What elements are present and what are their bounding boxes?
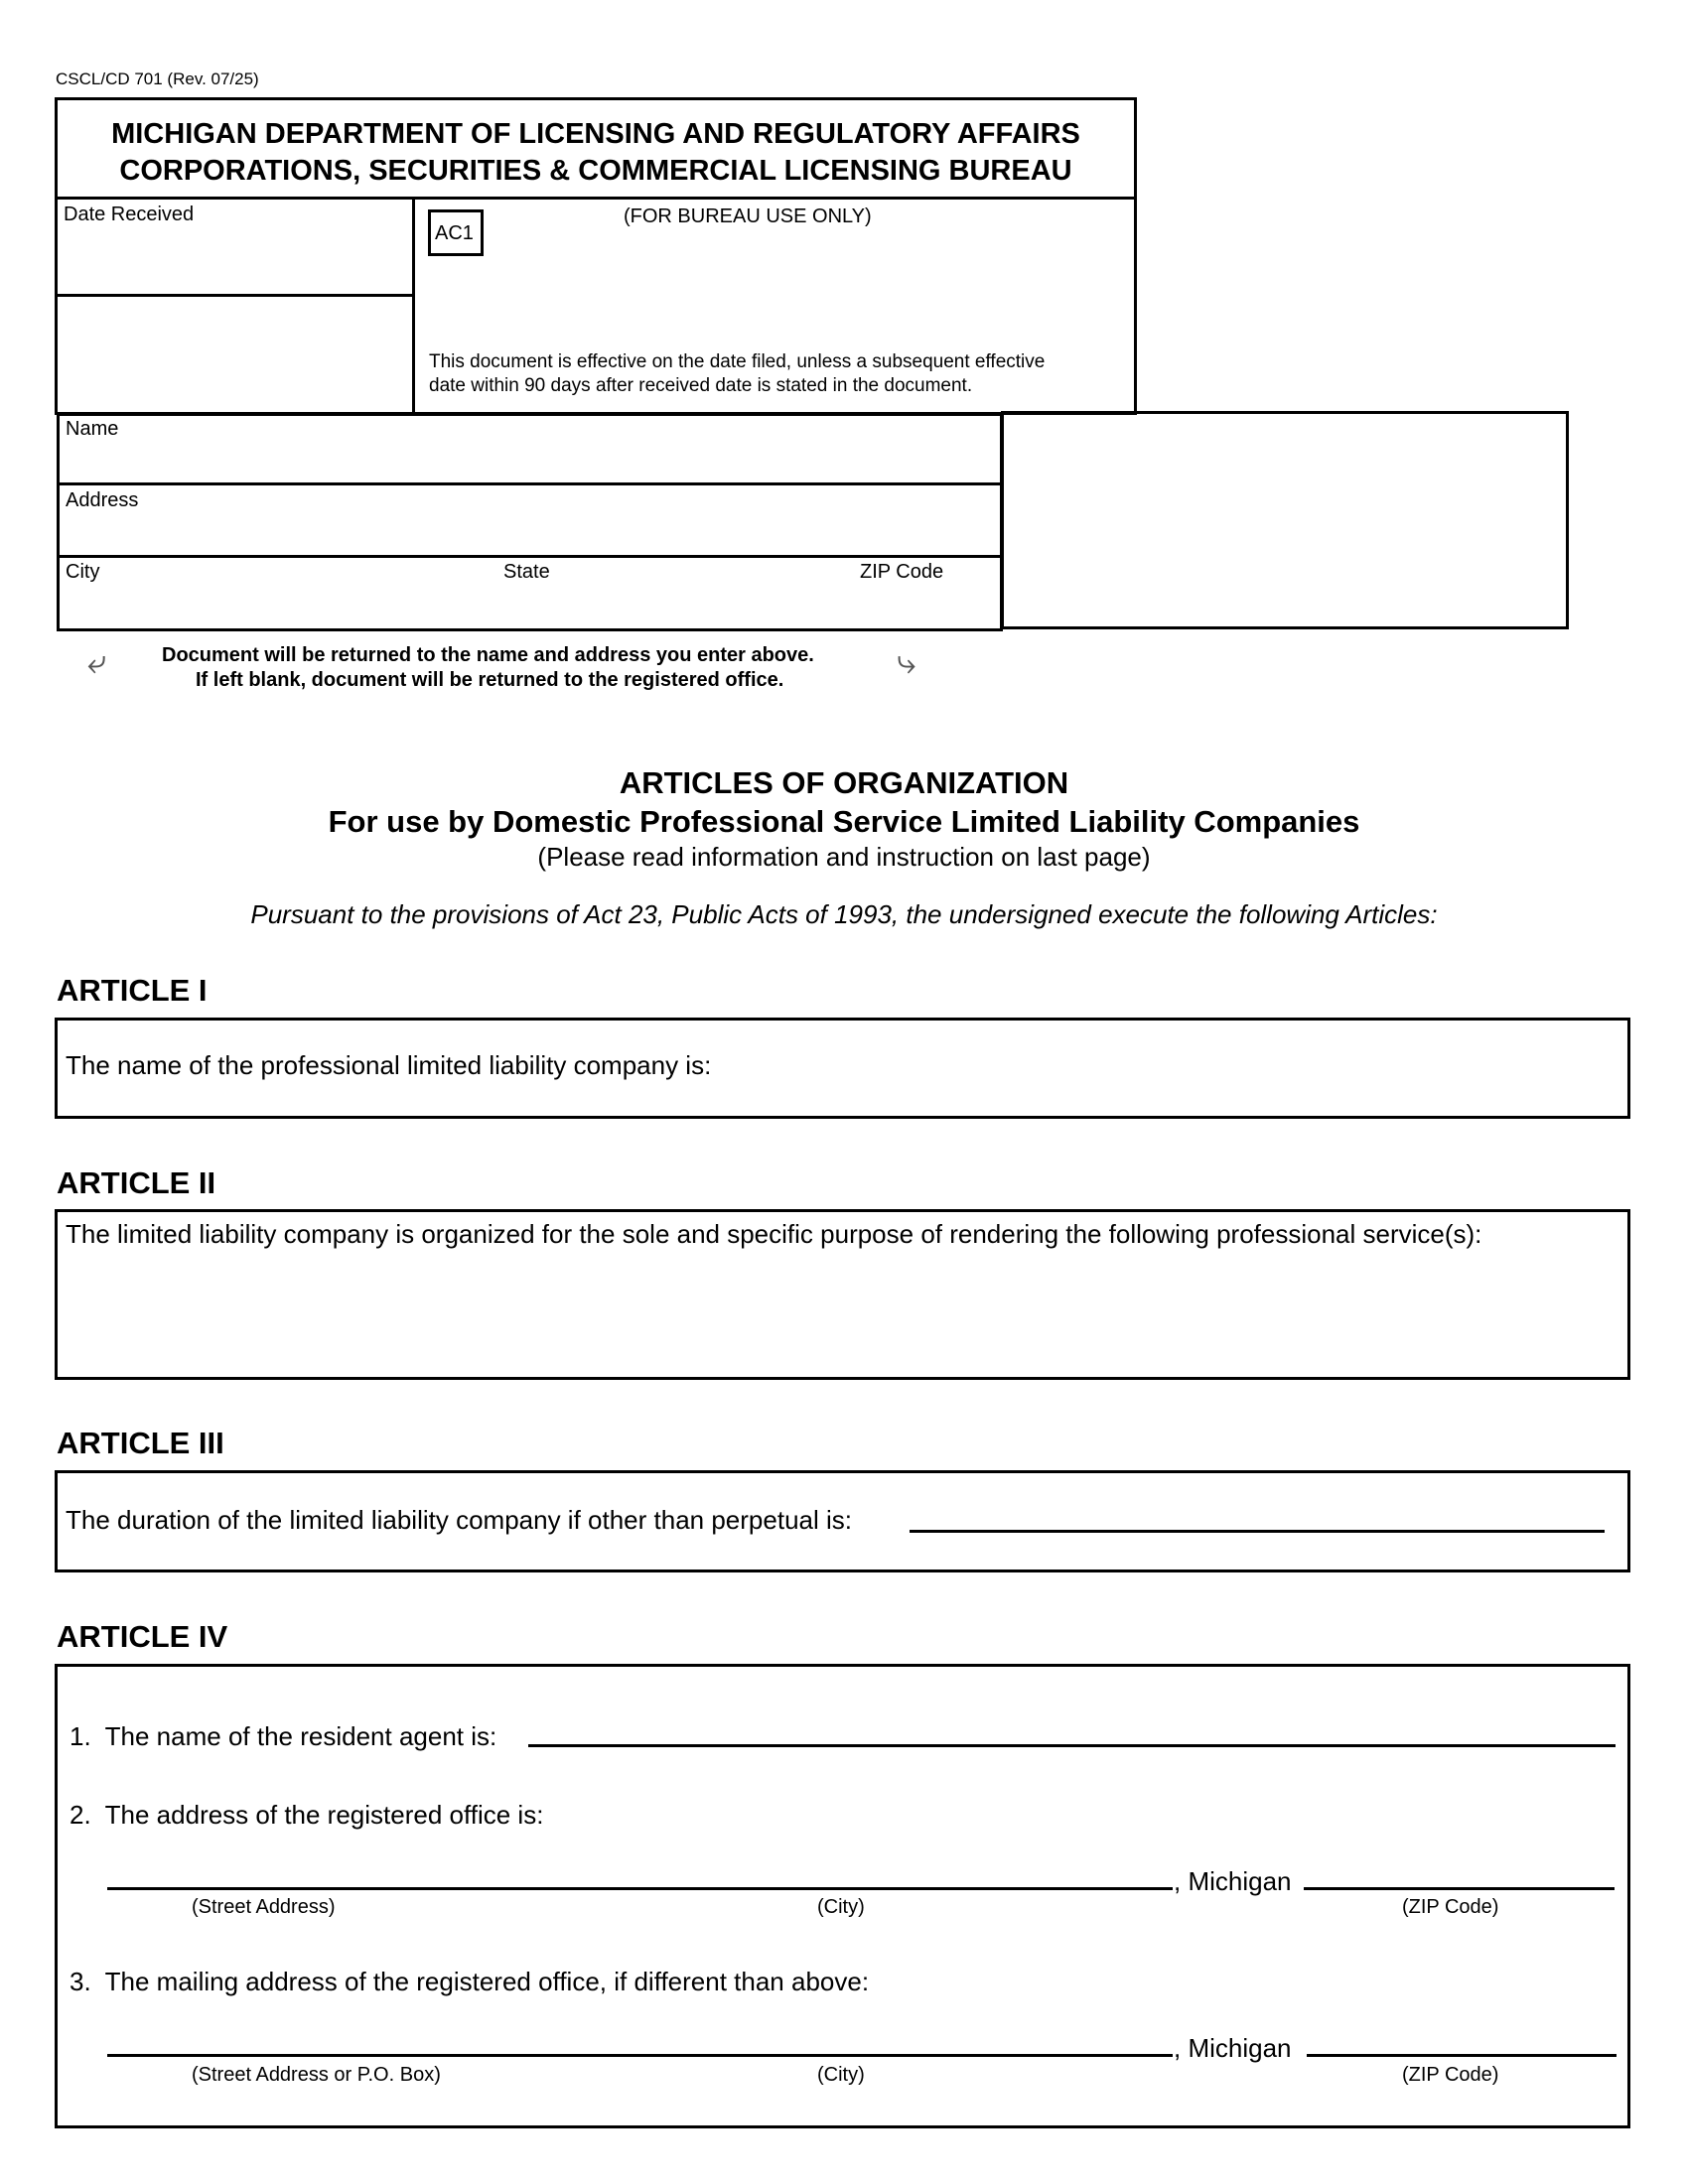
registered-office-label: 2. The address of the registered office is: [70, 1800, 544, 1830]
return-state-input[interactable] [501, 588, 819, 621]
zip-label: ZIP Code [860, 561, 944, 583]
duration-input[interactable] [914, 1497, 1599, 1529]
article-1-heading: ARTICLE I [57, 973, 208, 1008]
return-name-input[interactable] [64, 445, 987, 478]
resident-agent-label: 1. The name of the resident agent is: [70, 1721, 497, 1751]
form-id: CSCL/CD 701 (Rev. 07/25) [56, 69, 259, 88]
professional-services-input[interactable] [68, 1256, 1617, 1371]
return-city-input[interactable] [64, 588, 481, 621]
return-note-2: If left blank, document will be returned to the registered office. [196, 669, 784, 691]
article-2-heading: ARTICLE II [57, 1165, 216, 1200]
bureau-use-only: (FOR BUREAU USE ONLY) [624, 205, 872, 227]
instruction-note: (Please read information and instruction on last page) [537, 842, 1151, 872]
city-caption-2: (City) [817, 2064, 865, 2086]
agency-name: MICHIGAN DEPARTMENT OF LICENSING AND REGULATORY AFFAIRS [111, 118, 1080, 150]
address-label: Address [66, 489, 139, 511]
effective-note: This document is effective on the date filed, unless a subsequent effective [429, 351, 1046, 372]
resident-agent-input[interactable] [532, 1710, 1610, 1742]
return-zip-input[interactable] [858, 588, 992, 621]
form-subtitle: For use by Domestic Professional Service Limited Liability Companies [328, 804, 1360, 839]
bureau-name: CORPORATIONS, SECURITIES & COMMERCIAL LICENSING BUREAU [119, 155, 1072, 187]
return-note-1: Document will be returned to the name and address you enter above. [162, 644, 814, 666]
registered-zip-input[interactable] [1307, 1853, 1610, 1885]
article-4-heading: ARTICLE IV [57, 1619, 228, 1654]
company-name-input[interactable] [68, 1082, 1617, 1114]
article-1-text: The name of the professional limited liability company is: [66, 1050, 712, 1080]
article-4-box [55, 1664, 1630, 2128]
city-label: City [66, 561, 100, 583]
michigan-label-2: , Michigan [1174, 2033, 1292, 2063]
agency-header [55, 97, 1137, 200]
mailing-address-label: 3. The mailing address of the registered office, if different than above: [70, 1967, 870, 1996]
michigan-label: , Michigan [1174, 1866, 1292, 1896]
article-3-box [55, 1470, 1630, 1572]
registered-street-input[interactable] [109, 1853, 725, 1885]
zip-caption-2: (ZIP Code) [1402, 2064, 1499, 2086]
article-3-text: The duration of the limited liability company if other than perpetual is: [66, 1505, 852, 1535]
name-label: Name [66, 418, 119, 440]
registered-city-input[interactable] [743, 1853, 1160, 1885]
form-title: ARTICLES OF ORGANIZATION [619, 765, 1069, 800]
article-1-box [55, 1018, 1630, 1119]
effective-note-2: date within 90 days after received date is stated in the document. [429, 375, 973, 396]
mailing-zip-input[interactable] [1309, 2020, 1612, 2052]
curved-arrow-left-icon: ⤶ [87, 643, 107, 681]
pursuant-statement: Pursuant to the provisions of Act 23, Public Acts of 1993, the undersigned execute the following Articles: [250, 899, 1438, 929]
article-3-heading: ARTICLE III [57, 1426, 224, 1460]
zip-caption: (ZIP Code) [1402, 1896, 1499, 1918]
street-address-caption: (Street Address) [192, 1896, 336, 1918]
article-2-text: The limited liability company is organized for the sole and specific purpose of rendering the following professional service(s): [66, 1219, 1482, 1249]
date-received-label: Date Received [64, 204, 195, 225]
state-label: State [503, 561, 550, 583]
filer-box [1001, 411, 1569, 629]
return-address-input[interactable] [64, 516, 987, 550]
mailing-street-input[interactable] [109, 2020, 725, 2052]
city-caption: (City) [817, 1896, 865, 1918]
ac1-box: AC1 [428, 209, 484, 256]
curved-arrow-right-icon: ⤷ [897, 643, 916, 681]
article-2-box [55, 1209, 1630, 1380]
mailing-city-input[interactable] [743, 2020, 1160, 2052]
street-po-caption: (Street Address or P.O. Box) [192, 2064, 441, 2086]
